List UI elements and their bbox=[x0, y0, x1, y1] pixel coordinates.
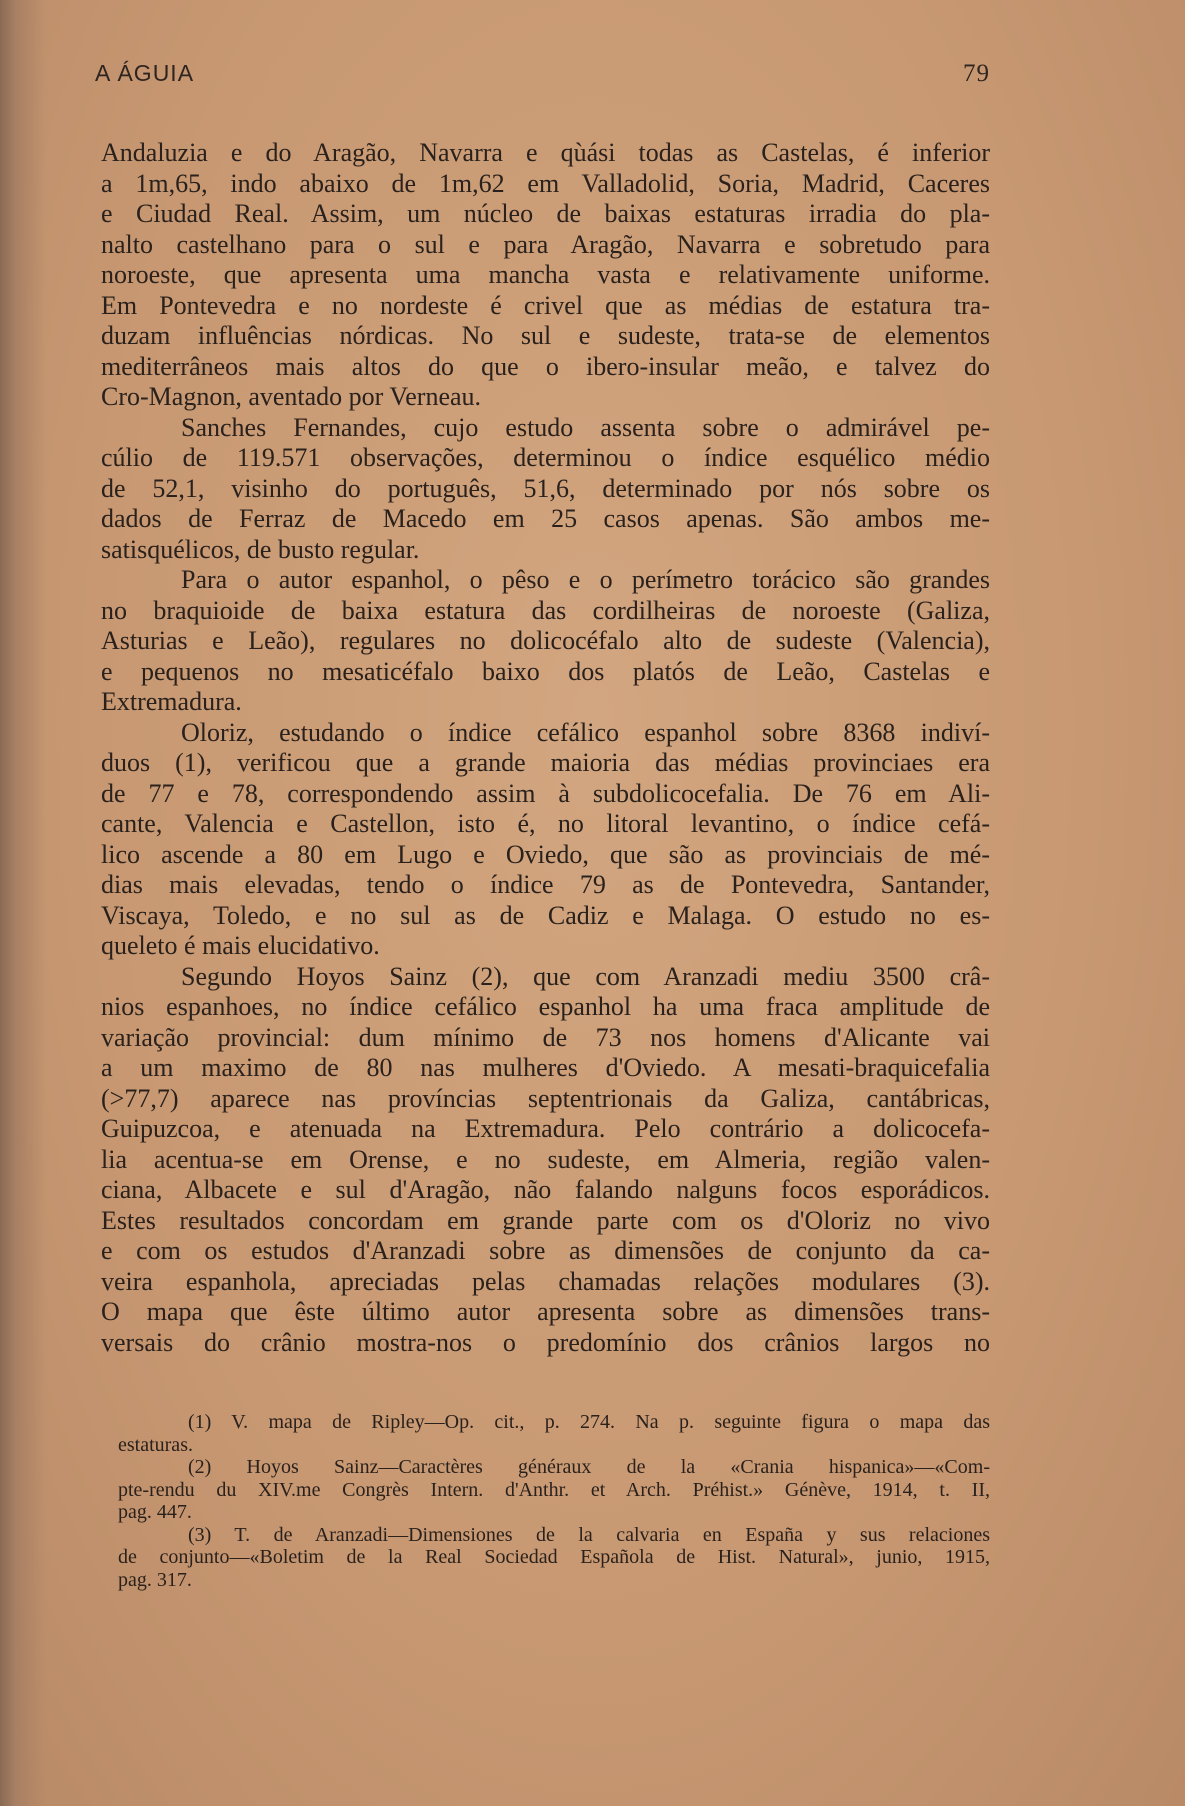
text-line: cúlio de 119.571 observações, determinou o índice esquélico médio bbox=[101, 443, 990, 472]
text-line: Para o autor espanhol, o pêso e o perímetro torácico são grandes bbox=[181, 565, 990, 594]
running-header bbox=[95, 60, 990, 96]
footnotes bbox=[118, 1411, 990, 1591]
text-line: queleto é mais elucidativo. bbox=[101, 931, 380, 960]
text-line: e pequenos no mesaticéfalo baixo dos platós de Leão, Castelas e bbox=[101, 656, 990, 686]
text-line: de 77 e 78, correspondendo assim à subdolicocefalia. De 76 em Ali- bbox=[101, 778, 990, 808]
text-line: Em Pontevedra e no nordeste é crivel que as médias de estatura tra- bbox=[101, 290, 990, 320]
text-line: e Ciudad Real. Assim, um núcleo de baixas estaturas irradia do pla- bbox=[101, 199, 990, 228]
text-line: no braquioide de baixa estatura das cordilheiras de noroeste (Galiza, bbox=[101, 595, 990, 625]
text-line: (>77,7) aparece nas províncias septentrionais da Galiza, cantábricas, bbox=[101, 1083, 990, 1113]
text-line: duzam influências nórdicas. No sul e sudeste, trata-se de elementos bbox=[101, 321, 990, 350]
page-binding-edge bbox=[0, 0, 46, 1806]
text-line: Extremadura. bbox=[101, 687, 242, 716]
footnote-line: (3) T. de Aranzadi—Dimensiones de la calvaria en España y sus relaciones bbox=[188, 1523, 990, 1546]
text-line: Estes resultados concordam em grande parte com os d'Oloriz no vivo bbox=[101, 1205, 990, 1235]
footnote-line: pte-rendu du XIV.me Congrès Intern. d'Anthr. et Arch. Préhist.» Génève, 1914, t. II, bbox=[118, 1478, 990, 1501]
text-line: cante, Valencia e Castellon, isto é, no litoral levantino, o índice cefá- bbox=[101, 809, 990, 838]
journal-title: A ÁGUIA bbox=[95, 60, 195, 86]
text-line: lia acentua-se em Orense, e no sudeste, em Almeria, região valen- bbox=[101, 1144, 990, 1174]
footnote-line: (2) Hoyos Sainz—Caractères généraux de la «Crania hispanica»—«Com- bbox=[188, 1456, 990, 1478]
text-line: nalto castelhano para o sul e para Aragão, Navarra e sobretudo para bbox=[101, 229, 990, 259]
text-line: dias mais elevadas, tendo o índice 79 as de Pontevedra, Santander, bbox=[101, 870, 990, 899]
text-line: Viscaya, Toledo, e no sul as de Cadiz e Malaga. O estudo no es- bbox=[101, 900, 990, 930]
text-line: duos (1), verificou que a grande maioria das médias provinciaes era bbox=[101, 748, 990, 777]
text-line: Asturias e Leão), regulares no dolicocéfalo alto de sudeste (Valencia), bbox=[101, 626, 990, 655]
text-line: variação provincial: dum mínimo de 73 nos homens d'Alicante vai bbox=[101, 1022, 990, 1052]
text-line: a um maximo de 80 nas mulheres d'Oviedo. A mesati-braquicefalia bbox=[101, 1053, 990, 1082]
text-line: de 52,1, visinho do português, 51,6, determinado por nós sobre os bbox=[101, 473, 990, 503]
footnote-line: de conjunto—«Boletim de la Real Sociedad Española de Hist. Natural», junio, 1915, bbox=[118, 1546, 990, 1568]
main-text bbox=[101, 138, 990, 1358]
text-line: noroeste, que apresenta uma mancha vasta e relativamente uniforme. bbox=[101, 260, 990, 289]
text-line: dados de Ferraz de Macedo em 25 casos apenas. São ambos me- bbox=[101, 504, 990, 533]
text-line: O mapa que êste último autor apresenta sobre as dimensões trans- bbox=[101, 1297, 990, 1326]
text-line: satisquélicos, de busto regular. bbox=[101, 534, 420, 564]
text-line: Sanches Fernandes, cujo estudo assenta sobre o admirável pe- bbox=[181, 412, 990, 442]
text-line: nios espanhoes, no índice cefálico espanhol ha uma fraca amplitude de bbox=[101, 992, 990, 1021]
page-number: 79 bbox=[963, 60, 990, 87]
text-line: Oloriz, estudando o índice cefálico espanhol sobre 8368 indiví- bbox=[181, 717, 990, 747]
text-line: e com os estudos d'Aranzadi sobre as dimensões de conjunto da ca- bbox=[101, 1236, 990, 1265]
footnote-line: (1) V. mapa de Ripley—Op. cit., p. 274. Na p. seguinte figura o mapa das bbox=[188, 1411, 990, 1433]
text-line: Segundo Hoyos Sainz (2), que com Aranzadi mediu 3500 crâ- bbox=[181, 961, 990, 991]
text-line: Cro-Magnon, aventado por Verneau. bbox=[101, 382, 482, 411]
text-line: Guipuzcoa, e atenuada na Extremadura. Pelo contrário a dolicocefa- bbox=[101, 1114, 990, 1143]
footnote-line: pag. 447. bbox=[118, 1501, 192, 1523]
text-line: veira espanhola, apreciadas pelas chamadas relações modulares (3). bbox=[101, 1266, 990, 1296]
text-line: Andaluzia e do Aragão, Navarra e qùási todas as Castelas, é inferior bbox=[101, 138, 990, 167]
text-line: versais do crânio mostra-nos o predomínio dos crânios largos no bbox=[101, 1327, 990, 1357]
text-line: ciana, Albacete e sul d'Aragão, não falando nalguns focos esporádicos. bbox=[101, 1175, 990, 1204]
text-line: mediterrâneos mais altos do que o ibero-insular meão, e talvez do bbox=[101, 351, 990, 381]
footnote-line: pag. 317. bbox=[118, 1568, 192, 1591]
footnote-line: estaturas. bbox=[118, 1433, 193, 1456]
text-line: lico ascende a 80 em Lugo e Oviedo, que são as provinciais de mé- bbox=[101, 839, 990, 869]
text-line: a 1m,65, indo abaixo de 1m,62 em Valladolid, Soria, Madrid, Caceres bbox=[101, 168, 990, 198]
